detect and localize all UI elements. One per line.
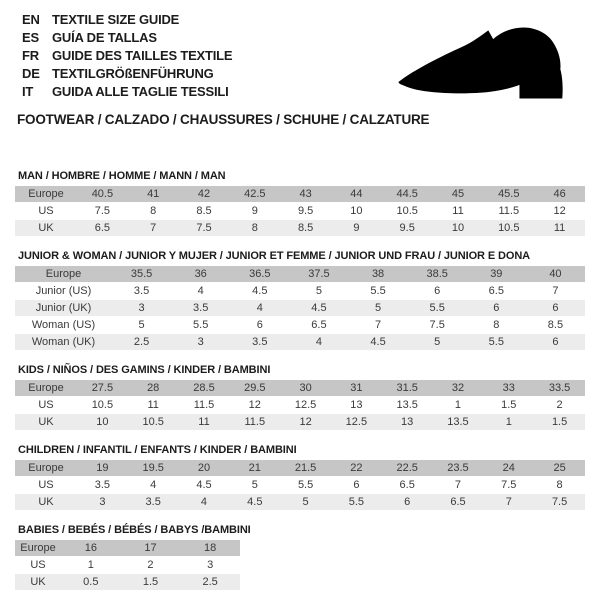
size-value: 11 <box>179 414 230 431</box>
size-value: 5.5 <box>171 317 230 334</box>
size-section-man <box>15 170 585 237</box>
size-value: 8.5 <box>280 220 331 237</box>
size-value: 5 <box>289 283 348 300</box>
size-value: 3 <box>180 557 240 574</box>
table-row <box>15 460 585 477</box>
language-code: IT <box>22 83 34 99</box>
size-value: 27.5 <box>77 380 128 397</box>
size-table-junior-woman <box>15 266 585 351</box>
size-value: 41 <box>128 186 179 203</box>
size-value: 30 <box>280 380 331 397</box>
section-title-man: MAN / HOMBRE / HOMME / MANN / MAN <box>18 170 226 182</box>
size-value: 36.5 <box>230 266 289 283</box>
table-row <box>15 414 585 431</box>
size-value: 17 <box>121 540 181 557</box>
size-value: 7 <box>433 477 484 494</box>
size-value: 9 <box>331 220 382 237</box>
size-value: 10 <box>331 203 382 220</box>
size-value: 8 <box>534 477 585 494</box>
size-value: 19 <box>77 460 128 477</box>
size-table-babies <box>15 540 240 591</box>
size-value: 0.5 <box>61 574 121 591</box>
row-label: UK <box>15 574 61 591</box>
size-value: 20 <box>179 460 230 477</box>
size-value: 11.5 <box>483 203 534 220</box>
size-value: 4 <box>128 477 179 494</box>
size-value: 10.5 <box>77 397 128 414</box>
size-value: 3.5 <box>171 300 230 317</box>
section-title-junior-woman: JUNIOR & WOMAN / JUNIOR Y MUJER / JUNIOR ET FEMME / JUNIOR UND FRAU / JUNIOR E DONA <box>18 250 531 262</box>
size-value: 11.5 <box>229 414 280 431</box>
size-value: 7 <box>349 317 408 334</box>
table-row <box>15 300 585 317</box>
row-label: US <box>15 557 61 574</box>
size-value: 29.5 <box>229 380 280 397</box>
row-label: Woman (UK) <box>15 334 112 351</box>
size-value: 10.5 <box>128 414 179 431</box>
size-value: 3.5 <box>128 494 179 511</box>
size-value: 35.5 <box>112 266 171 283</box>
size-value: 38 <box>349 266 408 283</box>
size-value: 19.5 <box>128 460 179 477</box>
size-value: 7.5 <box>408 317 467 334</box>
size-value: 13 <box>331 397 382 414</box>
size-value: 31.5 <box>382 380 433 397</box>
size-value: 6.5 <box>382 477 433 494</box>
size-value: 5 <box>408 334 467 351</box>
row-label: Europe <box>15 266 112 283</box>
row-label: UK <box>15 414 77 431</box>
size-table-children <box>15 460 585 511</box>
size-value: 11 <box>534 220 585 237</box>
size-value: 1 <box>483 414 534 431</box>
language-label: GUIDA ALLE TAGLIE TESSILI <box>52 83 229 99</box>
size-value: 10 <box>433 220 484 237</box>
size-value: 24 <box>483 460 534 477</box>
size-value: 12.5 <box>331 414 382 431</box>
size-value: 36 <box>171 266 230 283</box>
row-label: Junior (US) <box>15 283 112 300</box>
size-value: 13.5 <box>382 397 433 414</box>
row-label: Europe <box>15 380 77 397</box>
size-value: 37.5 <box>289 266 348 283</box>
size-value: 6 <box>526 300 585 317</box>
size-value: 4.5 <box>289 300 348 317</box>
size-table-kids <box>15 380 585 431</box>
size-value: 1 <box>61 557 121 574</box>
size-value: 38.5 <box>408 266 467 283</box>
size-value: 4.5 <box>229 494 280 511</box>
size-value: 18 <box>180 540 240 557</box>
size-value: 8 <box>467 317 526 334</box>
size-value: 42 <box>179 186 230 203</box>
size-section-kids <box>15 364 585 431</box>
size-value: 10.5 <box>483 220 534 237</box>
footwear-category-title: FOOTWEAR / CALZADO / CHAUSSURES / SCHUHE / CALZATURE <box>17 112 430 127</box>
row-label: US <box>15 397 77 414</box>
size-value: 1.5 <box>534 414 585 431</box>
size-value: 9.5 <box>280 203 331 220</box>
language-label: GUÍA DE TALLAS <box>52 29 157 45</box>
size-value: 7.5 <box>179 220 230 237</box>
size-value: 8 <box>229 220 280 237</box>
table-row <box>15 186 585 203</box>
size-value: 8.5 <box>179 203 230 220</box>
section-title-children: CHILDREN / INFANTIL / ENFANTS / KINDER / BAMBINI <box>18 444 297 456</box>
size-value: 21 <box>229 460 280 477</box>
size-section-children <box>15 444 585 511</box>
dress-shoe-icon <box>392 20 572 104</box>
size-value: 43 <box>280 186 331 203</box>
table-row <box>15 220 585 237</box>
size-value: 7.5 <box>534 494 585 511</box>
size-value: 45 <box>433 186 484 203</box>
size-value: 40 <box>526 266 585 283</box>
size-value: 5 <box>229 477 280 494</box>
language-code: ES <box>22 29 39 45</box>
size-value: 5.5 <box>467 334 526 351</box>
size-value: 40.5 <box>77 186 128 203</box>
table-row <box>15 283 585 300</box>
size-value: 22.5 <box>382 460 433 477</box>
size-value: 42.5 <box>229 186 280 203</box>
size-value: 12 <box>280 414 331 431</box>
size-value: 46 <box>534 186 585 203</box>
size-value: 6 <box>230 317 289 334</box>
size-value: 10 <box>77 414 128 431</box>
size-value: 8 <box>128 203 179 220</box>
size-value: 4 <box>289 334 348 351</box>
size-value: 1.5 <box>483 397 534 414</box>
size-value: 10.5 <box>382 203 433 220</box>
size-value: 6.5 <box>433 494 484 511</box>
size-value: 3.5 <box>230 334 289 351</box>
size-value: 3 <box>171 334 230 351</box>
size-value: 25 <box>534 460 585 477</box>
size-value: 3.5 <box>112 283 171 300</box>
size-value: 33 <box>483 380 534 397</box>
size-value: 39 <box>467 266 526 283</box>
row-label: UK <box>15 494 77 511</box>
size-value: 23.5 <box>433 460 484 477</box>
size-value: 13.5 <box>433 414 484 431</box>
size-value: 4 <box>171 283 230 300</box>
size-value: 6.5 <box>467 283 526 300</box>
size-value: 16 <box>61 540 121 557</box>
table-row <box>15 380 585 397</box>
language-code: EN <box>22 11 40 27</box>
row-label: UK <box>15 220 77 237</box>
size-value: 4.5 <box>230 283 289 300</box>
size-value: 5.5 <box>349 283 408 300</box>
table-row <box>15 317 585 334</box>
size-value: 33.5 <box>534 380 585 397</box>
size-section-junior-woman <box>15 250 585 351</box>
language-code: DE <box>22 65 40 81</box>
row-label: US <box>15 203 77 220</box>
size-value: 4.5 <box>179 477 230 494</box>
size-value: 3 <box>77 494 128 511</box>
row-label: Europe <box>15 460 77 477</box>
size-value: 11.5 <box>179 397 230 414</box>
row-label: Junior (UK) <box>15 300 112 317</box>
language-label: GUIDE DES TAILLES TEXTILE <box>52 47 233 63</box>
size-value: 11 <box>433 203 484 220</box>
size-value: 4 <box>179 494 230 511</box>
size-value: 5.5 <box>280 477 331 494</box>
size-value: 6 <box>408 283 467 300</box>
size-value: 12 <box>229 397 280 414</box>
size-section-babies <box>15 524 585 591</box>
size-value: 6 <box>526 334 585 351</box>
table-row <box>15 494 585 511</box>
size-value: 1.5 <box>121 574 181 591</box>
size-value: 31 <box>331 380 382 397</box>
table-row <box>15 334 585 351</box>
size-value: 2 <box>534 397 585 414</box>
size-value: 9.5 <box>382 220 433 237</box>
table-row <box>15 477 585 494</box>
size-value: 7 <box>128 220 179 237</box>
row-label: US <box>15 477 77 494</box>
table-row <box>15 397 585 414</box>
size-value: 12 <box>534 203 585 220</box>
row-label: Europe <box>15 540 61 557</box>
size-value: 44.5 <box>382 186 433 203</box>
size-value: 6.5 <box>77 220 128 237</box>
size-value: 6 <box>331 477 382 494</box>
size-value: 2.5 <box>112 334 171 351</box>
size-value: 5 <box>349 300 408 317</box>
size-value: 22 <box>331 460 382 477</box>
language-label: TEXTILGRÖßENFÜHRUNG <box>52 65 214 81</box>
table-row <box>15 557 240 574</box>
row-label: Woman (US) <box>15 317 112 334</box>
table-row <box>15 574 240 591</box>
table-row <box>15 540 240 557</box>
size-value: 44 <box>331 186 382 203</box>
size-value: 21.5 <box>280 460 331 477</box>
size-value: 7 <box>526 283 585 300</box>
size-value: 7 <box>483 494 534 511</box>
size-value: 4 <box>230 300 289 317</box>
size-value: 2 <box>121 557 181 574</box>
size-value: 5.5 <box>408 300 467 317</box>
section-title-kids: KIDS / NIÑOS / DES GAMINS / KINDER / BAMBINI <box>18 364 271 376</box>
size-value: 6.5 <box>289 317 348 334</box>
size-value: 11 <box>128 397 179 414</box>
size-value: 7.5 <box>483 477 534 494</box>
size-value: 28 <box>128 380 179 397</box>
size-value: 5 <box>112 317 171 334</box>
size-value: 7.5 <box>77 203 128 220</box>
language-label: TEXTILE SIZE GUIDE <box>52 11 180 27</box>
size-value: 6 <box>382 494 433 511</box>
size-value: 45.5 <box>483 186 534 203</box>
row-label: Europe <box>15 186 77 203</box>
size-value: 8.5 <box>526 317 585 334</box>
size-value: 3 <box>112 300 171 317</box>
section-title-babies: BABIES / BEBÉS / BÉBÉS / BABYS /BAMBINI <box>18 524 251 536</box>
table-row <box>15 266 585 283</box>
language-code: FR <box>22 47 39 63</box>
size-value: 32 <box>433 380 484 397</box>
size-value: 6 <box>467 300 526 317</box>
table-row <box>15 203 585 220</box>
size-value: 5 <box>280 494 331 511</box>
size-tables <box>15 170 585 591</box>
size-value: 9 <box>229 203 280 220</box>
size-value: 2.5 <box>180 574 240 591</box>
size-value: 13 <box>382 414 433 431</box>
size-value: 1 <box>433 397 484 414</box>
size-value: 28.5 <box>179 380 230 397</box>
size-value: 5.5 <box>331 494 382 511</box>
size-table-man <box>15 186 585 237</box>
size-value: 4.5 <box>349 334 408 351</box>
size-value: 12.5 <box>280 397 331 414</box>
size-value: 3.5 <box>77 477 128 494</box>
